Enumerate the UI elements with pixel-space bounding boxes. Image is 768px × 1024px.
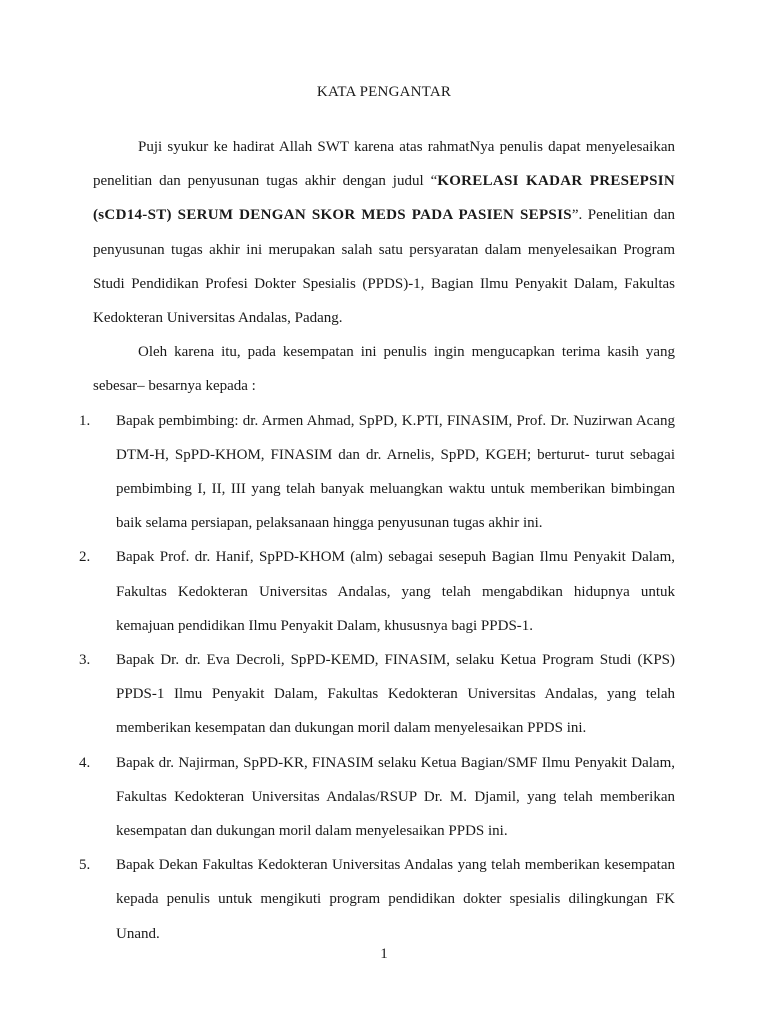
acknowledgement-list xyxy=(79,404,675,951)
list-number: 5. xyxy=(79,857,91,874)
list-number: 1. xyxy=(79,412,91,429)
page-number: 1 xyxy=(380,946,388,962)
list-item xyxy=(79,746,675,849)
list-item-text: Bapak pembimbing: dr. Armen Ahmad, SpPD, K.PTI, FINASIM, Prof. Dr. Nuzirwan Acang DTM-H, SpPD-KHOM, FINASIM dan dr. Arnelis, SpPD, KGEH; berturut- turut sebagai pembimbing I, II, III yang telah banyak meluangkan waktu untuk memberikan bimbingan baik selama persiapan, pelaksanaan hingga penyusunan tugas akhir ini. xyxy=(116,412,675,532)
list-item-text: Bapak dr. Najirman, SpPD-KR, FINASIM selaku Ketua Bagian/SMF Ilmu Penyakit Dalam, Fakultas Kedokteran Universitas Andalas/RSUP Dr. M. Djamil, yang telah memberikan kesempatan dan dukungan moril dalam menyelesaikan PPDS ini. xyxy=(116,754,675,840)
thanks-paragraph: Oleh karena itu, pada kesempatan ini penulis ingin mengucapkan terima kasih yang sebesar– besarnya kepada : xyxy=(93,344,675,395)
page-title: KATA PENGANTAR xyxy=(316,84,452,100)
list-item xyxy=(79,540,675,643)
list-item xyxy=(79,643,675,746)
list-number: 4. xyxy=(79,754,91,771)
list-item-text: Bapak Prof. dr. Hanif, SpPD-KHOM (alm) sebagai sesepuh Bagian Ilmu Penyakit Dalam, Fakultas Kedokteran Universitas Andalas, yang telah mengabdikan hidupnya untuk kemajuan pendidikan Ilmu Penyakit Dalam, khususnya bagi PPDS-1. xyxy=(116,549,675,634)
list-number: 3. xyxy=(79,652,91,669)
list-item xyxy=(79,848,675,951)
thesis-title: KORELASI KADAR PRESEPSIN (sCD14-ST) SERUM DENGAN SKOR MEDS PADA PASIEN SEPSIS xyxy=(93,173,675,224)
intro-text-part1: Puji syukur ke hadirat Allah SWT karena atas rahmatNya penulis dapat menyelesaikan penelitian dan penyusunan tugas akhir dengan judul “ xyxy=(93,139,675,190)
document-body xyxy=(79,130,675,951)
list-item xyxy=(79,404,675,541)
intro-paragraph xyxy=(93,130,675,335)
intro-text-part2: ”. Penelitian dan penyusunan tugas akhir ini merupakan salah satu persyaratan dalam menyelesaikan Program Studi Pendidikan Profesi Dokter Spesialis (PPDS)-1, Bagian Ilmu Penyakit Dalam, Fakultas Kedokteran Universitas Andalas, Padang. xyxy=(93,207,675,327)
list-item-text: Bapak Dr. dr. Eva Decroli, SpPD-KEMD, FINASIM, selaku Ketua Program Studi (KPS) PPDS-1 Ilmu Penyakit Dalam, Fakultas Kedokteran Universitas Andalas, yang telah memberikan kesempatan dan dukungan moril dalam menyelesaikan PPDS ini. xyxy=(116,652,675,737)
list-item-text: Bapak Dekan Fakultas Kedokteran Universitas Andalas yang telah memberikan kesempatan kepada penulis untuk mengikuti program pendidikan dokter spesialis dilingkungan FK Unand. xyxy=(116,857,675,942)
list-number: 2. xyxy=(79,549,91,566)
